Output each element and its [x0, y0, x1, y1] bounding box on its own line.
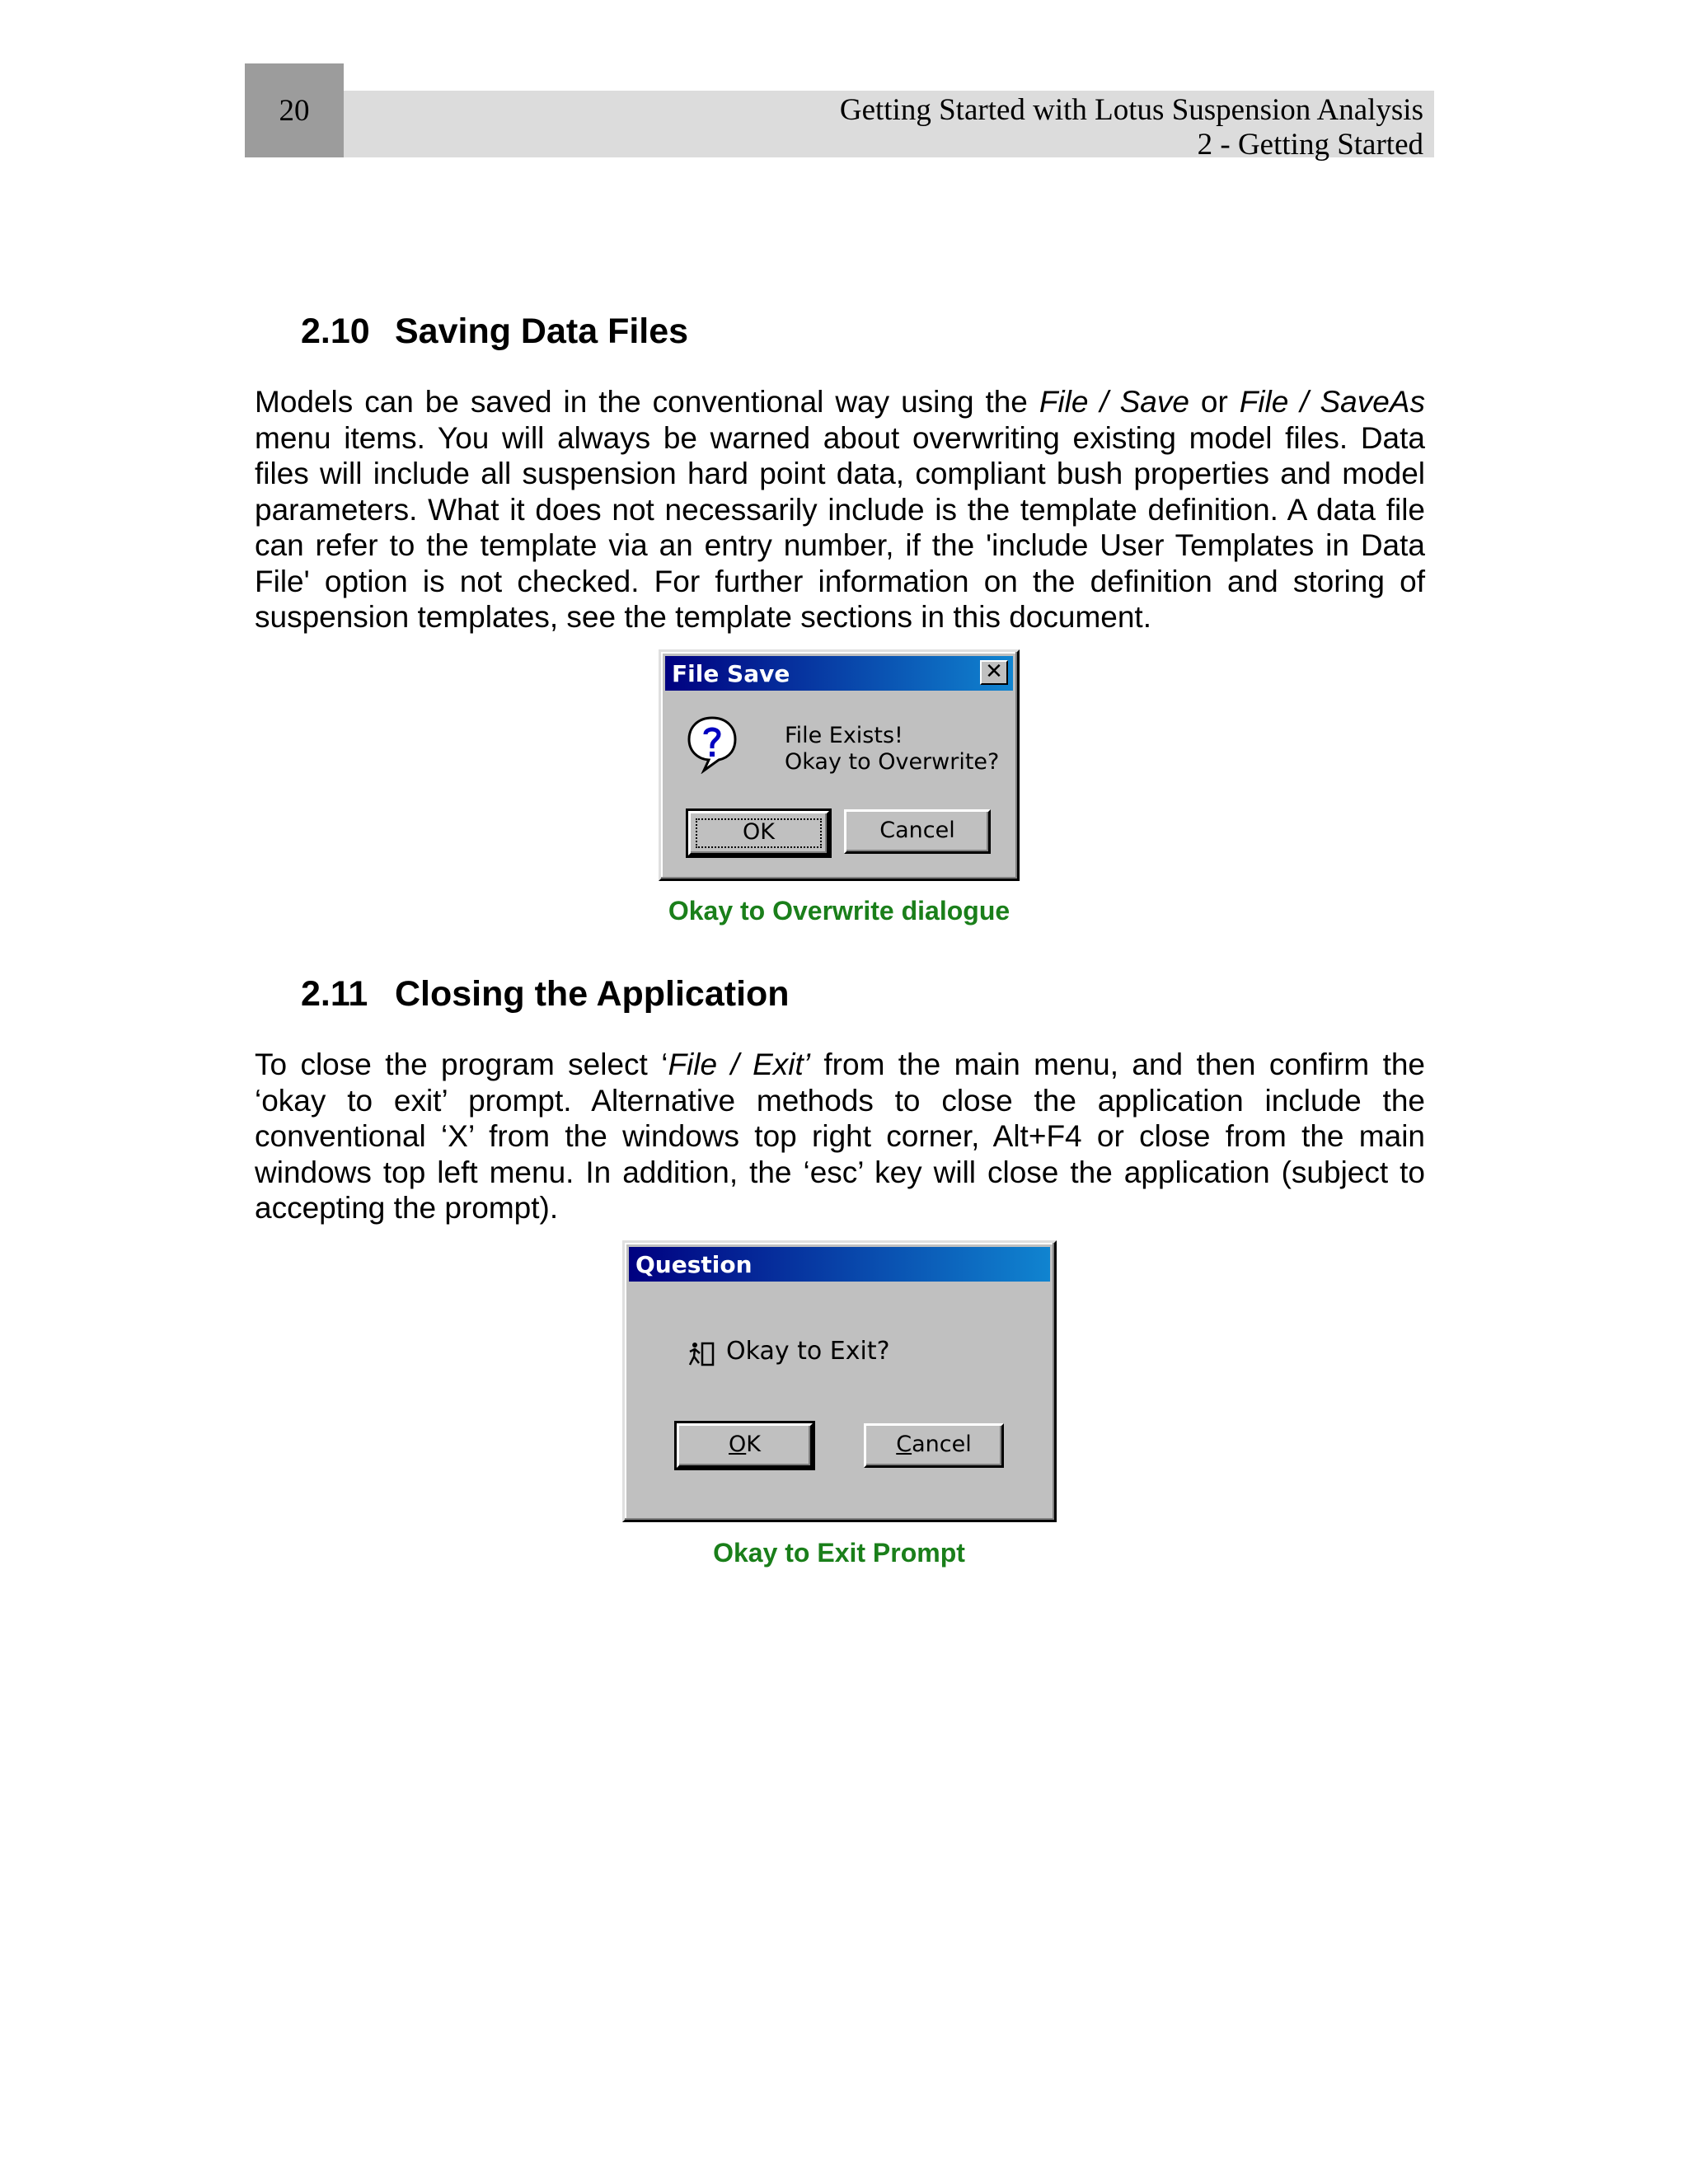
cancel-button-label [896, 1432, 971, 1457]
ok-button-label [729, 1432, 761, 1457]
header-chapter: 2 - Getting Started [1197, 128, 1423, 162]
header-title: Getting Started with Lotus Suspension Analysis [839, 93, 1423, 127]
cancel-button[interactable] [844, 809, 991, 854]
label-rest: K [746, 1432, 761, 1457]
ok-button[interactable] [677, 1423, 813, 1468]
text-run: To close the program select ‘ [255, 1047, 668, 1081]
file-save-dialog [659, 649, 1020, 881]
saving-paragraph [255, 384, 1425, 635]
close-icon: ✕ [985, 659, 1003, 684]
accelerator-key: C [896, 1432, 912, 1457]
page-number-box [245, 63, 344, 157]
section-number: 2.10 [301, 312, 370, 351]
dialog-message-line-1: File Exists! [785, 723, 903, 748]
cancel-button[interactable] [864, 1423, 1004, 1468]
label-rest: ancel [912, 1432, 972, 1457]
text-run: or [1189, 385, 1240, 419]
figure-caption: Okay to Overwrite dialogue [668, 896, 1010, 926]
text-run: from the main menu, and then confirm the ‘okay to exit’ prompt. Alternative methods to close the application include the conventional ‘X’ from the windows top right corner, Alt+F4 or close from the main windows top left menu. In addition, the ‘esc’ key will close the application (subject to accepting the prompt). [255, 1047, 1426, 1225]
section-title: Saving Data Files [395, 312, 689, 351]
ok-button[interactable] [688, 811, 829, 855]
menu-path-exit: File / Exit’ [668, 1047, 811, 1081]
ok-button-label: OK [743, 819, 775, 845]
accelerator-key: O [729, 1432, 747, 1457]
question-icon [684, 715, 740, 774]
section-number: 2.11 [301, 974, 368, 1014]
running-header [344, 91, 1434, 162]
text-run: Models can be saved in the conventional way using the [255, 385, 1039, 419]
menu-path-save: File / Save [1039, 385, 1189, 419]
dialog-title: File Save [672, 660, 790, 687]
closing-paragraph [255, 1047, 1425, 1226]
dialog-titlebar [665, 656, 1013, 691]
dialog-message: Okay to Exit? [726, 1337, 890, 1366]
close-button[interactable] [980, 660, 1008, 685]
text-run: menu items. You will always be warned about overwriting existing model files. Data files will include all suspension hard point data, compliant bush properties and model parameters. What it does not necessarily include is the template definition. A data file can refer to the template via an entry number, if the 'include User Templates in Data File' option is not checked. For further information on the definition and storing of suspension templates, see the template sections in this document. [255, 420, 1425, 634]
page-number: 20 [279, 94, 310, 128]
exit-door-icon [687, 1340, 715, 1368]
question-dialog [622, 1240, 1057, 1522]
dialog-title: Question [635, 1251, 753, 1278]
section-heading-closing [301, 974, 790, 1015]
menu-path-saveas: File / SaveAs [1239, 385, 1425, 419]
section-title: Closing the Application [395, 974, 790, 1014]
cancel-button-label: Cancel [879, 818, 955, 843]
dialog-titlebar [629, 1247, 1050, 1282]
section-heading-saving [301, 312, 688, 352]
figure-caption: Okay to Exit Prompt [713, 1538, 965, 1568]
dialog-message-line-2: Okay to Overwrite? [785, 749, 1000, 775]
